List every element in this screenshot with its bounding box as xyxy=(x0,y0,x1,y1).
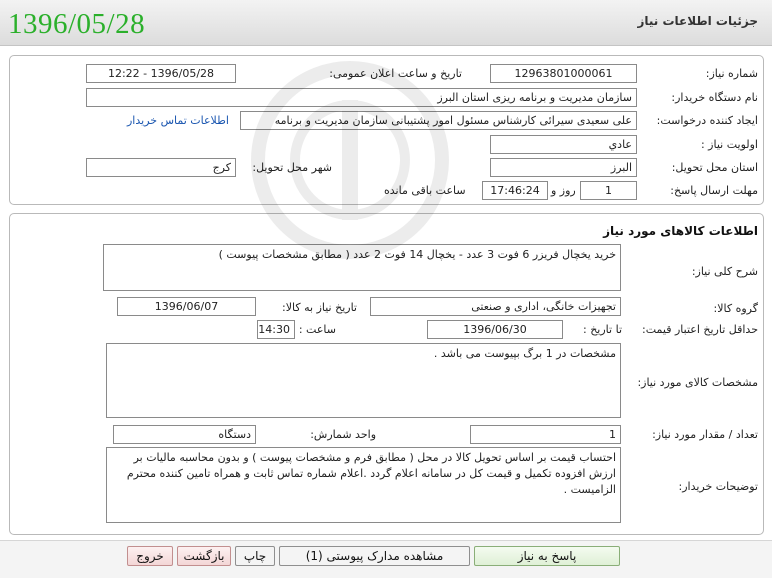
buyer-field: سازمان مدیریت و برنامه ریزی استان البرز xyxy=(86,88,637,107)
announce-datetime-field: 1396/05/28 - 12:22 xyxy=(86,64,236,83)
province-label: استان محل تحویل: xyxy=(671,161,758,174)
exit-button[interactable]: خروج xyxy=(127,546,173,566)
province-field: البرز xyxy=(490,158,637,177)
group-field: تجهیزات خانگی، اداری و صنعتی xyxy=(370,297,621,316)
quantity-label: تعداد / مقدار مورد نیاز: xyxy=(652,428,758,441)
need-number-field: 12963801000061 xyxy=(490,64,637,83)
priority-field: عادي xyxy=(490,135,637,154)
goods-section-title: اطلاعات کالاهای مورد نیاز xyxy=(603,224,758,238)
back-button[interactable]: بازگشت xyxy=(177,546,231,566)
city-field: کرج xyxy=(86,158,236,177)
buyer-notes-label: توضیحات خریدار: xyxy=(678,480,758,493)
deadline-days-field: 1 xyxy=(580,181,637,200)
specs-field: مشخصات در 1 برگ بپیوست می باشد . xyxy=(106,343,621,418)
unit-field: دستگاه xyxy=(113,425,256,444)
until-date-field: 1396/06/30 xyxy=(427,320,563,339)
until-date-label: تا تاریخ : xyxy=(583,323,622,336)
days-word: روز و xyxy=(551,184,576,197)
group-label: گروه کالا: xyxy=(713,302,758,315)
priority-label: اولویت نیاز : xyxy=(700,138,758,151)
date-stamp: 1396/05/28 xyxy=(8,8,146,40)
time-field: 14:30 xyxy=(257,320,295,339)
need-number-label: شماره نیاز: xyxy=(705,67,758,80)
specs-label: مشخصات کالای مورد نیاز: xyxy=(637,376,758,389)
remaining-word: ساعت باقی مانده xyxy=(384,184,466,197)
creator-label: ایجاد کننده درخواست: xyxy=(656,114,758,127)
need-date-field: 1396/06/07 xyxy=(117,297,256,316)
summary-label: شرح کلی نیاز: xyxy=(691,265,758,278)
buyer-contact-link[interactable]: اطلاعات تماس خریدار xyxy=(127,114,229,127)
deadline-label: مهلت ارسال پاسخ: xyxy=(670,184,758,197)
need-date-label: تاریخ نیاز به کالا: xyxy=(282,301,357,314)
min-price-date-label: حداقل تاریخ اعتبار قیمت: xyxy=(642,323,758,336)
city-label: شهر محل تحویل: xyxy=(252,161,332,174)
quantity-field: 1 xyxy=(470,425,621,444)
reply-button[interactable]: پاسخ به نیاز xyxy=(474,546,620,566)
announce-label: تاریخ و ساعت اعلان عمومی: xyxy=(329,67,462,80)
buyer-label: نام دستگاه خریدار: xyxy=(671,91,758,104)
print-button[interactable]: چاپ xyxy=(235,546,275,566)
view-attachments-button[interactable]: مشاهده مدارک پیوستی (1) xyxy=(279,546,470,566)
unit-label: واحد شمارش: xyxy=(310,428,376,441)
page-title: جزئیات اطلاعات نیاز xyxy=(637,14,758,28)
time-label: ساعت : xyxy=(298,323,336,336)
deadline-time-field: 17:46:24 xyxy=(482,181,548,200)
buyer-notes-field: احتساب قیمت بر اساس تحویل کالا در محل ( مطابق فرم و مشخصات پیوست ) و بدون محاسبه مالیات بر ارزش افزوده تکمیل و قیمت کل در سامانه اعلام گردد .اعلام شماره تماس ثابت و همراه تامین کننده محترم الزامیست . xyxy=(106,447,621,523)
creator-field: علی سعیدی سیرائی کارشناس مسئول امور پشتیبانی سازمان مدیریت و برنامه xyxy=(240,111,637,130)
summary-field: خرید یخچال فریزر 6 فوت 3 عدد - یخچال 14 فوت 2 عدد ( مطابق مشخصات پیوست ) xyxy=(103,244,621,291)
